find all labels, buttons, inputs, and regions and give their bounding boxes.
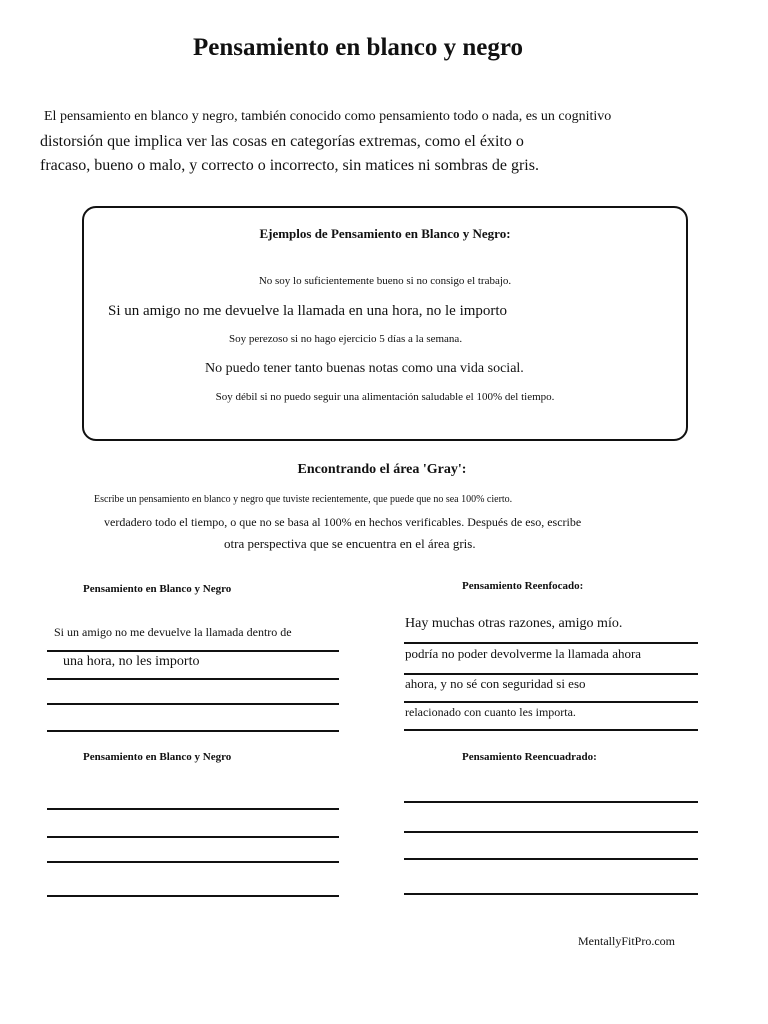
answer-line[interactable] <box>47 861 339 863</box>
footer-website: MentallyFitPro.com <box>578 934 675 948</box>
black-white-thought-answer-line-2: una hora, no les importo <box>63 654 200 669</box>
reframed-thought-answer-line-2: podría no poder devolverme la llamada ahora <box>405 646 642 661</box>
gray-area-heading: Encontrando el área 'Gray': <box>297 462 467 477</box>
answer-line[interactable] <box>404 729 698 731</box>
answer-line[interactable] <box>47 703 339 705</box>
reframed-thought-answer-line-3: ahora, y no sé con seguridad si eso <box>405 676 586 691</box>
intro-line-1: El pensamiento en blanco y negro, también conocido como pensamiento todo o nada, es un cognitivo <box>44 109 612 124</box>
page-title: Pensamiento en blanco y negro <box>192 34 524 61</box>
examples-heading: Ejemplos de Pensamiento en Blanco y Negro: <box>259 226 511 241</box>
example-item: Soy perezoso si no hago ejercicio 5 días a la semana. <box>229 333 463 345</box>
reframed-thought-label-2: Pensamiento Reencuadrado: <box>462 751 597 763</box>
answer-line[interactable] <box>404 701 698 703</box>
intro-line-3: fracaso, bueno o malo, y correcto o incorrecto, sin matices ni sombras de gris. <box>40 157 539 174</box>
black-white-thought-answer-line-1: Si un amigo no me devuelve la llamada dentro de <box>54 625 292 639</box>
reframed-thought-answer-line-1: Hay muchas otras razones, amigo mío. <box>405 616 623 631</box>
answer-line[interactable] <box>47 650 339 652</box>
answer-line[interactable] <box>404 801 698 803</box>
answer-line[interactable] <box>47 678 339 680</box>
answer-line[interactable] <box>47 836 339 838</box>
reframed-thought-answer-line-4: relacionado con cuanto les importa. <box>405 705 576 719</box>
gray-area-line-3: otra perspectiva que se encuentra en el área gris. <box>224 536 476 551</box>
gray-area-line-1: Escribe un pensamiento en blanco y negro que tuviste recientemente, que puede que no sea 100% cierto. <box>94 494 513 505</box>
answer-line[interactable] <box>404 831 698 833</box>
answer-line[interactable] <box>404 673 698 675</box>
intro-line-2: distorsión que implica ver las cosas en categorías extremas, como el éxito o <box>40 133 524 150</box>
example-item: No soy lo suficientemente bueno si no consigo el trabajo. <box>258 275 512 287</box>
black-white-thought-label: Pensamiento en Blanco y Negro <box>83 583 232 595</box>
answer-line[interactable] <box>47 808 339 810</box>
answer-line[interactable] <box>47 730 339 732</box>
answer-line[interactable] <box>404 858 698 860</box>
example-item: Soy débil si no puedo seguir una alimentación saludable el 100% del tiempo. <box>215 391 555 403</box>
answer-line[interactable] <box>47 895 339 897</box>
example-item: Si un amigo no me devuelve la llamada en una hora, no le importo <box>108 303 508 319</box>
reframed-thought-label: Pensamiento Reenfocado: <box>462 580 584 592</box>
gray-area-line-2: verdadero todo el tiempo, o que no se basa al 100% en hechos verificables. Después de eso, escribe <box>104 515 582 529</box>
black-white-thought-label-2: Pensamiento en Blanco y Negro <box>83 751 232 763</box>
answer-line[interactable] <box>404 642 698 644</box>
example-item: No puedo tener tanto buenas notas como una vida social. <box>205 361 524 376</box>
answer-line[interactable] <box>404 893 698 895</box>
